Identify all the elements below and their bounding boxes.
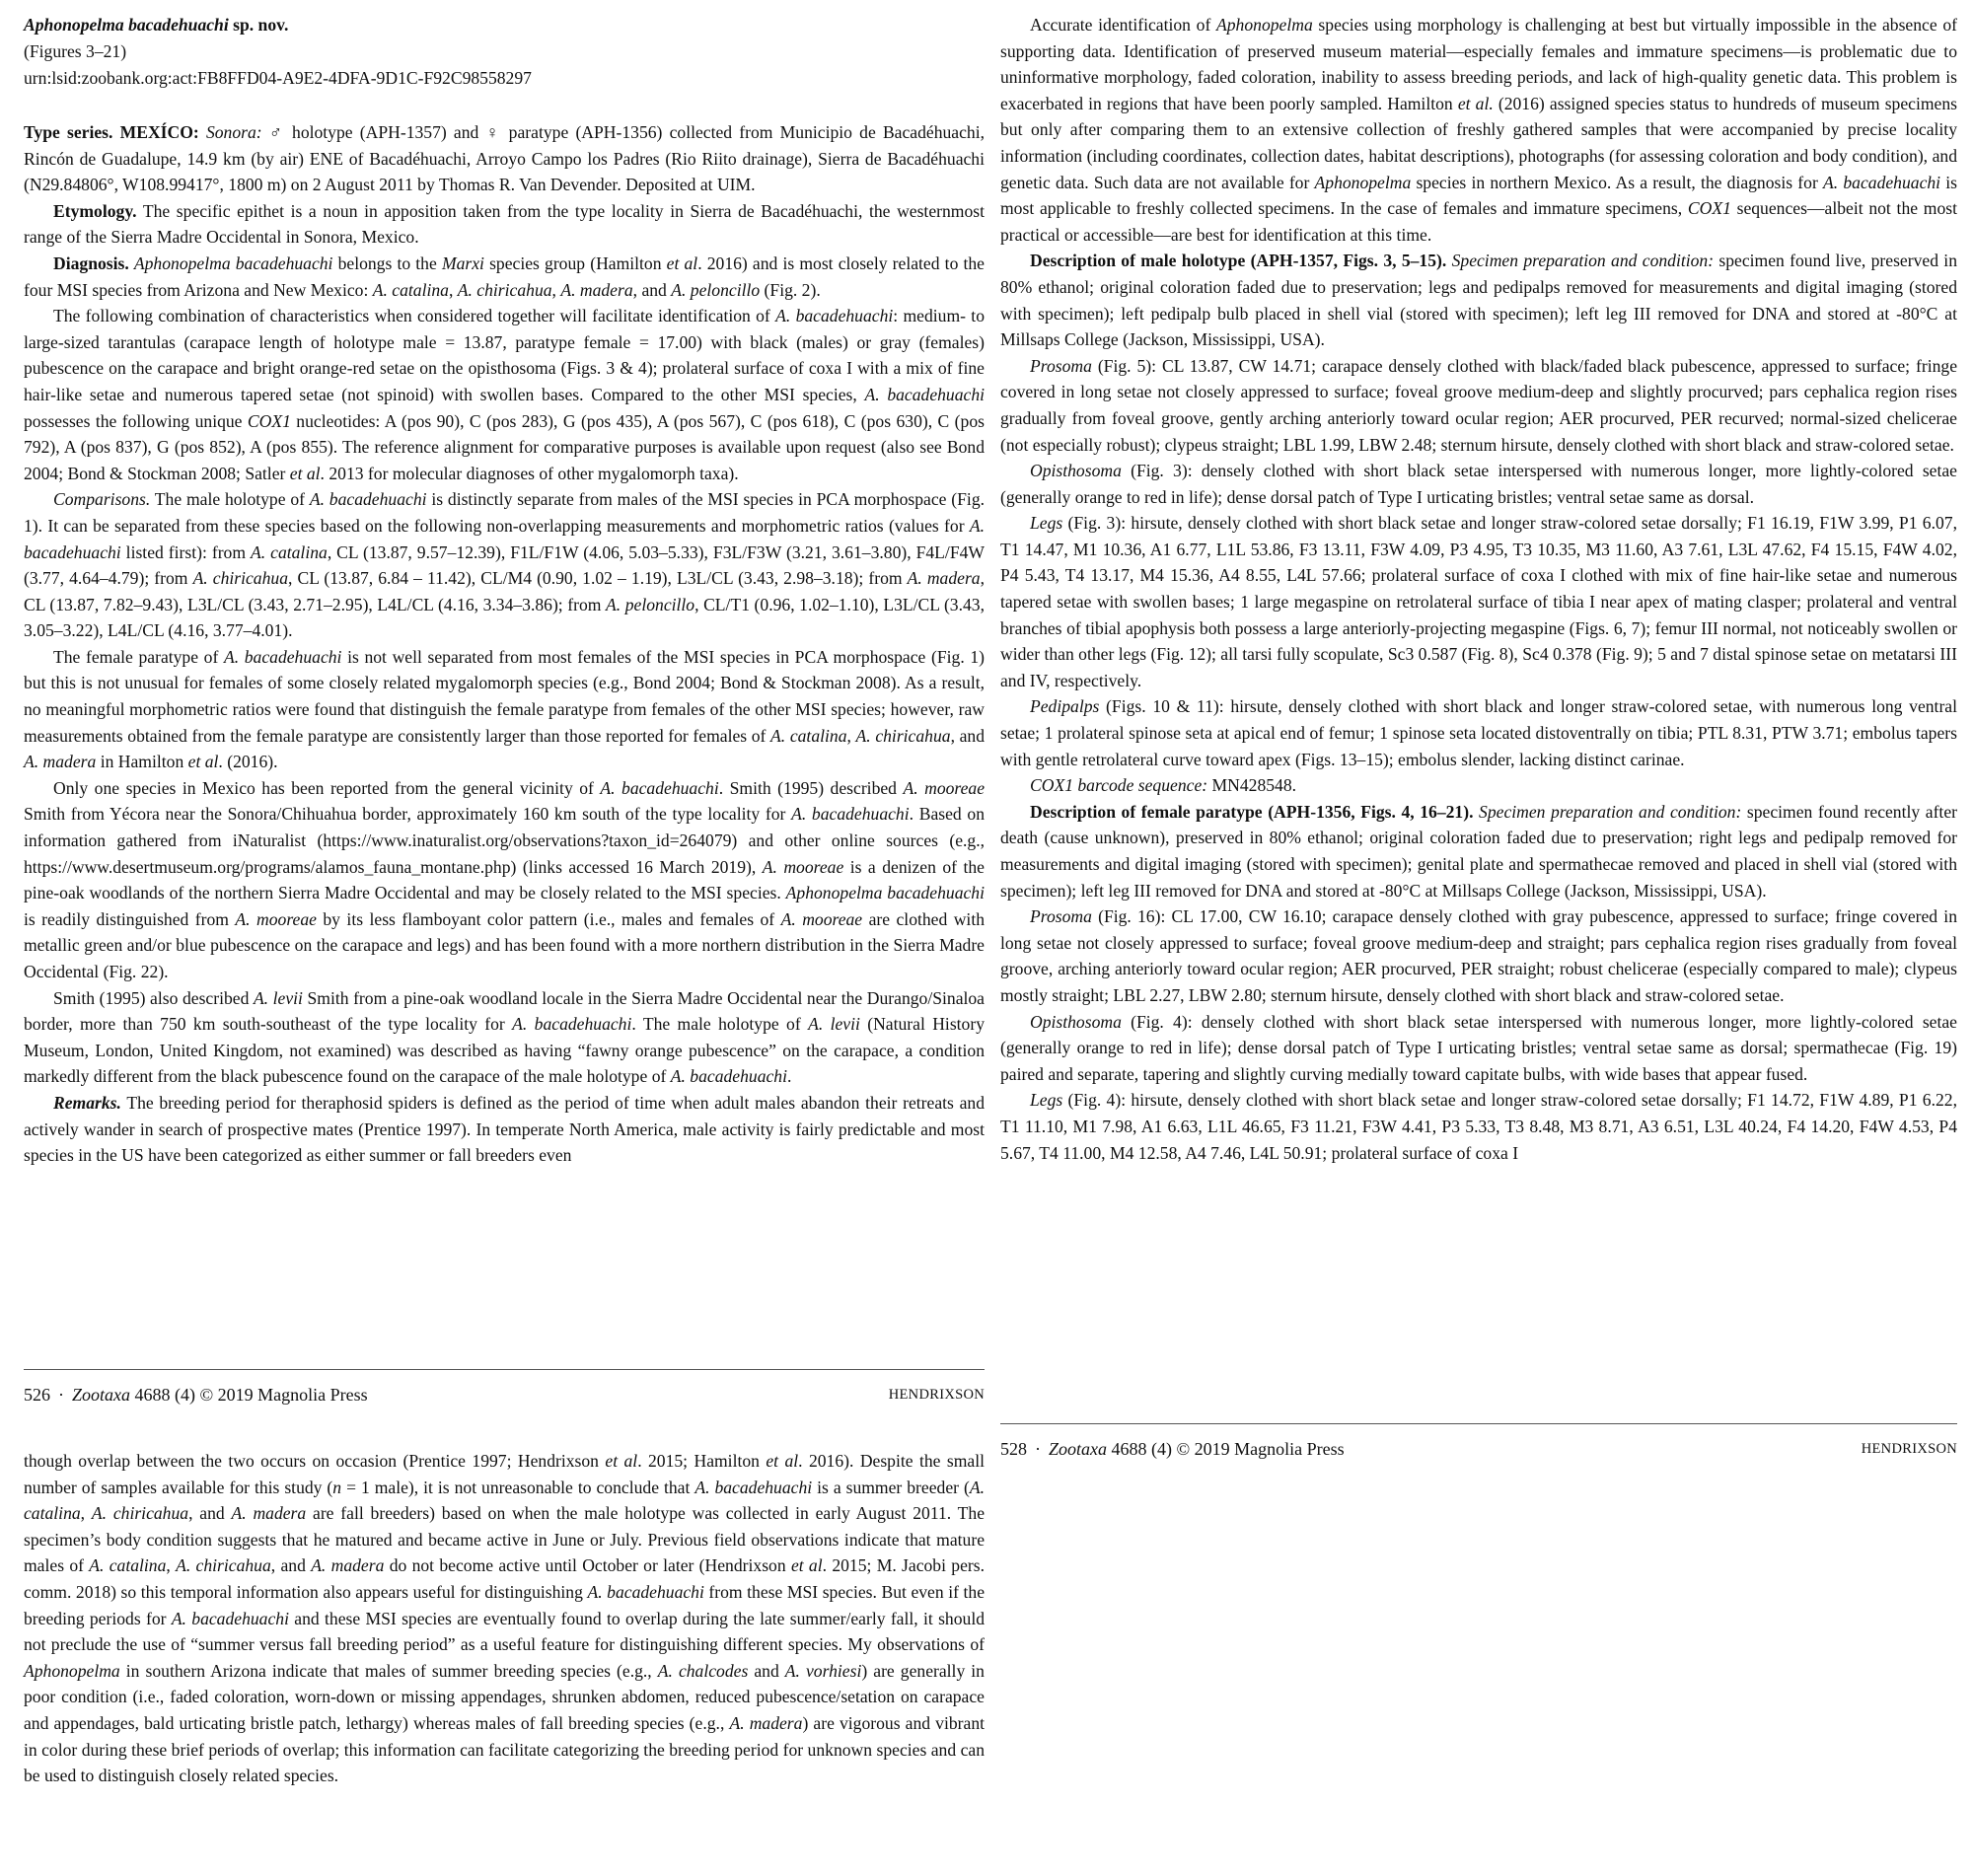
female-prosoma-paragraph: Prosoma (Fig. 16): CL 17.00, CW 16.10; carapace densely clothed with gray pubescence, appressed to surface; fringe covered in long setae not closely appressed to surface; foveal groove medium-deep and straight; pars cephalica region rises gradually from foveal groove, arching anteriorly toward ocular region; AER procurved, PER straight; robust chelicerae (especially compared to male); clypeus mostly straight; LBL 2.27, LBW 2.80; sternum hirsute, densely clothed with short black and straw-colored setae. xyxy=(1000,906,1957,1005)
female-description-label: Description of female paratype (APH-1356, Figs. 4, 16–21). xyxy=(1030,801,1474,822)
type-series-paragraph: Type series. MEXÍCO: Sonora: ♂ holotype (APH-1357) and ♀ paratype (APH-1356) collected from Municipio de Bacadéhuachi, Rincón de Guadalupe, 14.9 km (by air) ENE of Bacadéhuachi, Arroyo Campo los Padres (Rio Riito drainage), Sierra de Bacadéhuachi (N29.84806°, W108.99417°, 1800 m) on 2 August 2011 by Thomas R. Van Devender. Deposited at UIM. xyxy=(24,122,986,195)
mexico-species-paragraph: Only one species in Mexico has been reported from the general vicinity of A. bacadehuachi. Smith (1995) described A. mooreae Smith from Yécora near the Sonora/Chihuahua border, approximately 160 km south of the type locality for A. bacadehuachi. Based on information gathered from iNaturalist (https://www.inaturalist.org/observations?taxon_id=264079) and other online sources (e.g., https://www.desertmuseum.org/programs/alamos_fauna_montane.php) (links accessed 16 March 2019), A. mooreae is a denizen of the pine-oak woodlands of the northern Sierra Madre Occidental and may be closely related to the MSI species. Aphonopelma bacadehuachi is readily distinguished from A. mooreae by its less flamboyant color pattern (i.e., males and females of A. mooreae are clothed with metallic green and/or blue pubescence on the carapace and legs) and has been found with a more northern distribution in the Sierra Madre Occidental (Fig. 22). xyxy=(24,777,986,981)
page-528-column xyxy=(1000,12,1957,1166)
page-526-column xyxy=(24,12,985,1169)
species-heading xyxy=(24,12,985,38)
female-legs-paragraph: Legs (Fig. 4): hirsute, densely clothed with short black setae and longer straw-colored setae dorsally; F1 14.72, F1W 4.89, P1 6.22, T1 11.10, M1 7.98, A1 6.63, L1L 46.65, F3 11.21, F3W 4.41, P3 5.33, T3 8.48, M3 8.71, A3 6.51, L3L 40.24, F4 14.20, F4W 4.53, P4 5.67, T4 11.00, M4 12.58, A4 7.46, L4L 50.91; prolateral surface of coxa I xyxy=(1000,1090,1957,1163)
type-series-label: Type series. MEXÍCO: xyxy=(24,122,199,142)
continuation-column xyxy=(24,1448,985,1789)
levii-paragraph: Smith (1995) also described A. levii Smith from a pine-oak woodland locale in the Sierra Madre Occidental near the Durango/Sinaloa border, more than 750 km south-southeast of the type locality for A. bacadehuachi. The male holotype of A. levii (Natural History Museum, London, United Kingdom, not examined) was described as having “fawny orange pubescence” on the carapace, a condition markedly different from the black pubescence found on the carapace of the male holotype of A. bacadehuachi. xyxy=(24,987,986,1087)
male-legs-paragraph: Legs (Fig. 3): hirsute, densely clothed with short black setae and longer straw-colored setae dorsally; F1 16.19, F1W 3.99, P1 6.07, T1 14.47, M1 10.36, A1 6.77, L1L 53.86, F3 13.11, F3W 4.09, P3 4.95, T3 10.35, M3 11.60, A3 7.61, L3L 47.62, F4 15.15, F4W 4.02, P4 5.43, T4 13.17, M4 15.36, A4 8.55, L4L 57.66; prolateral surface of coxa I clothed with mix of fine hair-like setae and numerous tapered setae with swollen bases; 1 large megaspine on retrolateral surface of tibia I near apex of mating clasper; prolateral and ventral branches of tibial apophysis both possess a large anteriorly-projecting megaspine (Figs. 6, 7); femur III normal, not noticeably swollen or wider than other legs (Fig. 12); all tarsi fully scopulate, Sc3 0.587 (Fig. 8), Sc4 0.378 (Fig. 9); 5 and 7 distal spinose setae on metatarsi III and IV, respectively. xyxy=(1000,513,1957,690)
continuation-paragraph: though overlap between the two occurs on occasion (Prentice 1997; Hendrixson et al. 2015; Hamilton et al. 2016). Despite the small number of samples available for this study (n = 1 male), it is not unreasonable to conclude that A. bacadehuachi is a summer breeder (A. catalina, A. chiricahua, and A. madera are fall breeders) based on when the male holotype was collected in early August 2011. The specimen’s body condition suggests that he matured and became active in June or July. Previous field observations indicate that mature males of A. catalina, A. chiricahua, and A. madera do not become active until October or later (Hendrixson et al. 2015; M. Jacobi pers. comm. 2018) so this temporal information also appears useful for distinguishing A. bacadehuachi from these MSI species. But even if the breeding periods for A. bacadehuachi and these MSI species are eventually found to overlap during the late summer/early fall, it should not preclude the use of “summer versus fall breeding period” as a useful feature for distinguishing different species. My observations of Aphonopelma in southern Arizona indicate that males of summer breeding species (e.g., A. chalcodes and A. vorhiesi) are generally in poor condition (i.e., faded coloration, worn-down or missing appendages, shrunken abdomen, reduced pubescence/setation on carapace and appendages, bald urticating bristle patch, lethargy) whereas males of fall breeding species (e.g., A. madera) are vigorous and vibrant in color during these brief periods of overlap; this information can facilitate categorizing the breeding period for unknown species and can be used to distinguish closely related species. xyxy=(24,1451,986,1786)
male-pedipalps-paragraph: Pedipalps (Figs. 10 & 11): hirsute, densely clothed with short black and longer straw-colored setae, with numerous long ventral setae; 1 prolateral spinose seta at apical end of femur; 1 spinose seta located distoventrally on tibia; PTL 8.31, PTW 3.71; embolus tapers with gentle retrolateral curve toward apex (Figs. 13–15); embolus slender, lacking distinct carinae. xyxy=(1000,696,1957,769)
comparisons-label: Comparisons. xyxy=(53,489,151,510)
page-footer-528 xyxy=(1000,1423,1957,1464)
figures-reference: (Figures 3–21) xyxy=(24,41,127,61)
male-prosoma-paragraph: Prosoma (Fig. 5): CL 13.87, CW 14.71; carapace densely clothed with black/faded black pubescence, appressed to surface; fringe covered in long setae not closely appressed to surface; foveal groove medium-deep and slightly procurved; pars cephalica region rises gradually from foveal groove, gently arching anteriorly toward ocular region; AER procurved, PER recurved; normal-sized chelicerae (not especially robust); clypeus straight; LBL 1.99, LBW 2.48; sternum hirsute, densely clothed with short black and straw-colored setae. xyxy=(1000,355,1957,455)
male-description-label: Description of male holotype (APH-1357, Figs. 3, 5–15). xyxy=(1030,251,1447,271)
female-opisthosoma-paragraph: Opisthosoma (Fig. 4): densely clothed with short black setae interspersed with numerous longer, more lightly-colored setae (generally orange to red in life); dense dorsal patch of Type I urticating bristles; ventral setae same as dorsal; spermathecae (Fig. 19) paired and separate, tapering and slightly curving medially toward capitate bulbs, with wide bases that appear fused. xyxy=(1000,1011,1957,1084)
combination-paragraph: The following combination of characteristics when considered together will facilitate identification of A. bacadehuachi: medium- to large-sized tarantulas (carapace length of holotype male = 13.87, paratype female = 17.00) with black (males) or gray (females) pubescence on the carapace and bright orange-red setae on the opisthosoma (Figs. 3 & 4); prolateral surface of coxa I with a mix of fine hair-like setae and numerous tapered setae (not spinoid) with swollen bases. Compared to the other MSI species, A. bacadehuachi possesses the following unique COX1 nucleotides: A (pos 90), C (pos 283), G (pos 435), A (pos 567), C (pos 618), C (pos 630), C (pos 792), A (pos 837), G (pos 852), A (pos 855). The reference alignment for comparative purposes is available upon request (also see Bond 2004; Bond & Stockman 2008; Satler et al. 2013 for molecular diagnoses of other mygalomorph taxa). xyxy=(24,306,986,483)
footer-author: HENDRIXSON xyxy=(1861,1441,1957,1457)
page-number: 528 xyxy=(1000,1439,1027,1459)
species-title: Aphonopelma bacadehuachi xyxy=(24,15,229,35)
etymology-paragraph: Etymology. The specific epithet is a noun in apposition taken from the type locality in Sierra de Bacadéhuachi, the westernmost range of the Sierra Madre Occidental in Sonora, Mexico. xyxy=(24,200,985,248)
male-cox1-paragraph: COX1 barcode sequence: MN428548. xyxy=(1030,775,1297,796)
species-title-suffix: sp. nov. xyxy=(228,15,289,35)
female-paratype-paragraph: The female paratype of A. bacadehuachi is not well separated from most females of the MSI species in PCA morphospace (Fig. 1) but this is not unusual for females of some closely related mygalomorph species (e.g., Bond 2004; Bond & Stockman 2008). As a result, no meaningful morphometric ratios were found that distinguish the female paratype from females of the other MSI species; however, raw measurements obtained from the female paratype are consistently larger than those reported for females of A. catalina, A. chiricahua, and A. madera in Hamilton et al. (2016). xyxy=(24,646,986,772)
diagnosis-paragraph: Diagnosis. Aphonopelma bacadehuachi belongs to the Marxi species group (Hamilton et al. 2016) and is most closely related to the four MSI species from Arizona and New Mexico: A. catalina, A. chiricahua, A. madera, and A. peloncillo (Fig. 2). xyxy=(24,253,985,300)
page-footer-526 xyxy=(24,1369,985,1409)
accurate-identification-paragraph: Accurate identification of Aphonopelma species using morphology is challenging at best but virtually impossible in the absence of supporting data. Identification of preserved museum material—especially females and immature specimens—is problematic due to uninformative morphology, faded coloration, inability to assess breeding periods, and lack of high-quality genetic data. This problem is exacerbated in regions that have been poorly sampled. Hamilton et al. (2016) assigned species status to hundreds of museum specimens but only after comparing them to an extensive collection of freshly gathered samples that were accompanied by precise locality information (including coordinates, collection dates, habitat descriptions), photographs (for assessing coloration and body condition), and genetic data. Such data are not available for Aphonopelma species in northern Mexico. As a result, the diagnosis for A. bacadehuachi is most applicable to freshly collected specimens. In the case of females and immature specimens, COX1 sequences—albeit not the most practical or accessible—are best for identification at this time. xyxy=(1000,15,1958,245)
male-description-paragraph: Description of male holotype (APH-1357, Figs. 3, 5–15). Specimen preparation and condition: specimen found live, preserved in 80% ethanol; original coloration faded due to preservation; legs and pedipalps removed for measurements and digital imaging (stored with specimen); left pedipalp bulb placed in shell vial (stored with specimen); left leg III removed for DNA and stored at -80°C at Millsaps College (Jackson, Mississippi, USA). xyxy=(1000,251,1957,350)
male-opisthosoma-paragraph: Opisthosoma (Fig. 3): densely clothed with short black setae interspersed with numerous longer, more lightly-colored setae (generally orange to red in life); dense dorsal patch of Type I urticating bristles; ventral setae same as dorsal. xyxy=(1000,461,1957,507)
footer-citation: 528 · Zootaxa 4688 (4) © 2019 Magnolia Press xyxy=(1000,1439,1345,1459)
remarks-label: Remarks. xyxy=(53,1092,121,1113)
page-number: 526 xyxy=(24,1385,50,1405)
footer-author: HENDRIXSON xyxy=(888,1387,985,1403)
female-description-paragraph: Description of female paratype (APH-1356, Figs. 4, 16–21). Specimen preparation and condition: specimen found recently after death (cause unknown), preserved in 80% ethanol; original coloration faded due to preservation; right legs and pedipalp removed for measurements and digital imaging (stored with specimen); genital plate and spermathecae removed and placed in shell vial (stored with specimen); left leg III removed for DNA and stored at -80°C at Millsaps College (Jackson, Mississippi, USA). xyxy=(1000,801,1957,901)
remarks-paragraph: Remarks. The breeding period for theraphosid spiders is defined as the period of time when adult males abandon their retreats and actively wander in search of prospective mates (Prentice 1997). In temperate North America, male activity is fairly predictable and most species in the US have been categorized as either summer or fall breeders even xyxy=(24,1092,985,1166)
comparisons-paragraph: Comparisons. The male holotype of A. bacadehuachi is distinctly separate from males of the MSI species in PCA morphospace (Fig. 1). It can be separated from these species based on the following non-overlapping measurements and morphometric ratios (values for A. bacadehuachi listed first): from A. catalina, CL (13.87, 9.57–12.39), F1L/F1W (4.06, 5.03–5.33), F3L/F3W (3.21, 3.61–3.80), F4L/F4W (3.77, 4.64–4.79); from A. chiricahua, CL (13.87, 6.84 – 11.42), CL/M4 (0.90, 1.02 – 1.19), L3L/CL (3.43, 2.98–3.18); from A. madera, CL (13.87, 7.82–9.43), L3L/CL (3.43, 2.71–2.95), L4L/CL (4.16, 3.34–3.86); from A. peloncillo, CL/T1 (0.96, 1.02–1.10), L3L/CL (3.43, 3.05–3.22), L4L/CL (4.16, 3.77–4.01). xyxy=(24,489,986,641)
footer-citation: 526 · Zootaxa 4688 (4) © 2019 Magnolia Press xyxy=(24,1385,368,1405)
diagnosis-label: Diagnosis. xyxy=(53,253,129,273)
etymology-label: Etymology. xyxy=(53,200,137,221)
zoobank-lsid: urn:lsid:zoobank.org:act:FB8FFD04-A9E2-4DFA-9D1C-F92C98558297 xyxy=(24,68,532,88)
